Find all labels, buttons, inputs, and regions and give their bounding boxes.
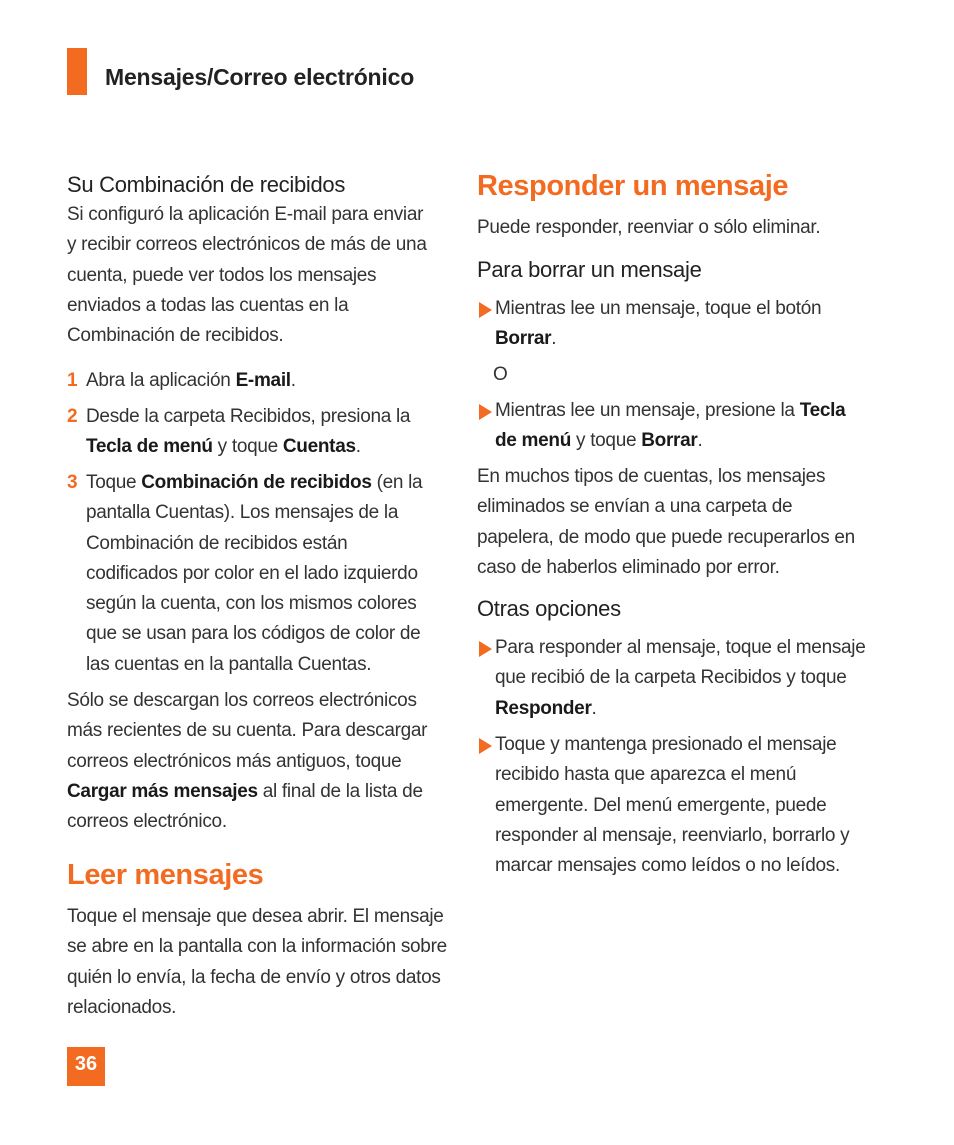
read-heading: Leer mensajes [67,859,264,891]
other-bullet-1: Para responder al mensaje, toque el mensaje que recibió de la carpeta Recibidos y toque Responder. [477,633,872,724]
read-text: Toque el mensaje que desea abrir. El mensaje se abre en la pantalla con la información sobre quién lo envía, la fecha de envío y otros datos relacionados. [67,906,447,1018]
triangle-bullet-icon [479,738,492,754]
step-number: 2 [67,406,78,427]
reply-intro: Puede responder, reenviar o sólo eliminar. [477,217,821,238]
reply-heading: Responder un mensaje [477,170,789,202]
step-1: 1 Abra la aplicación E-mail. [67,366,447,396]
triangle-bullet-icon [479,404,492,420]
delete-bullet-2: Mientras lee un mensaje, presione la Tecla de menú y toque Borrar. [477,396,862,457]
step-2: 2 Desde la carpeta Recibidos, presiona la Tecla de menú y toque Cuentas. [67,402,417,463]
delete-heading: Para borrar un mensaje [477,257,702,282]
other-heading: Otras opciones [477,596,621,621]
header-accent-bar [67,48,87,95]
triangle-bullet-icon [479,302,492,318]
triangle-bullet-icon [479,641,492,657]
step-number: 3 [67,472,78,493]
trash-text: En muchos tipos de cuentas, los mensajes eliminados se envían a una carpeta de papelera, de modo que puede recuperarlos en caso de haberlos eliminado por error. [477,466,855,578]
download-paragraph: Sólo se descargan los correos electrónicos más recientes de su cuenta. Para descargar correos electrónicos más antiguos, toque Cargar más mensajes al final de la lista de correos electrónico. [67,690,428,833]
other-bullet-2: Toque y mantenga presionado el mensaje recibido hasta que aparezca el menú emergente. Del menú emergente, puede responder al mensaje, reenviarlo, borrarlo y marcar mensajes como leídos o no leídos. [477,730,862,881]
step-number: 1 [67,370,78,391]
combo-intro: Si configuró la aplicación E-mail para enviar y recibir correos electrónicos de más de una cuenta, puede ver todos los mensajes enviados a todas las cuentas en la Combinación de recibidos. [67,204,427,347]
or-text: O [493,364,508,385]
page-number: 36 [67,1047,105,1086]
combo-heading: Su Combinación de recibidos [67,172,346,197]
step-3: 3 Toque Combinación de recibidos (en la pantalla Cuentas). Los mensajes de la Combinación de recibidos están codificados por color en el lado izquierdo según la cuenta, con los mismos colores que se usan para los códigos de color de las cuentas en la pantalla Cuentas. [67,468,442,680]
section-title: Mensajes/Correo electrónico [105,64,415,90]
delete-bullet-1: Mientras lee un mensaje, toque el botón Borrar. [477,294,837,355]
